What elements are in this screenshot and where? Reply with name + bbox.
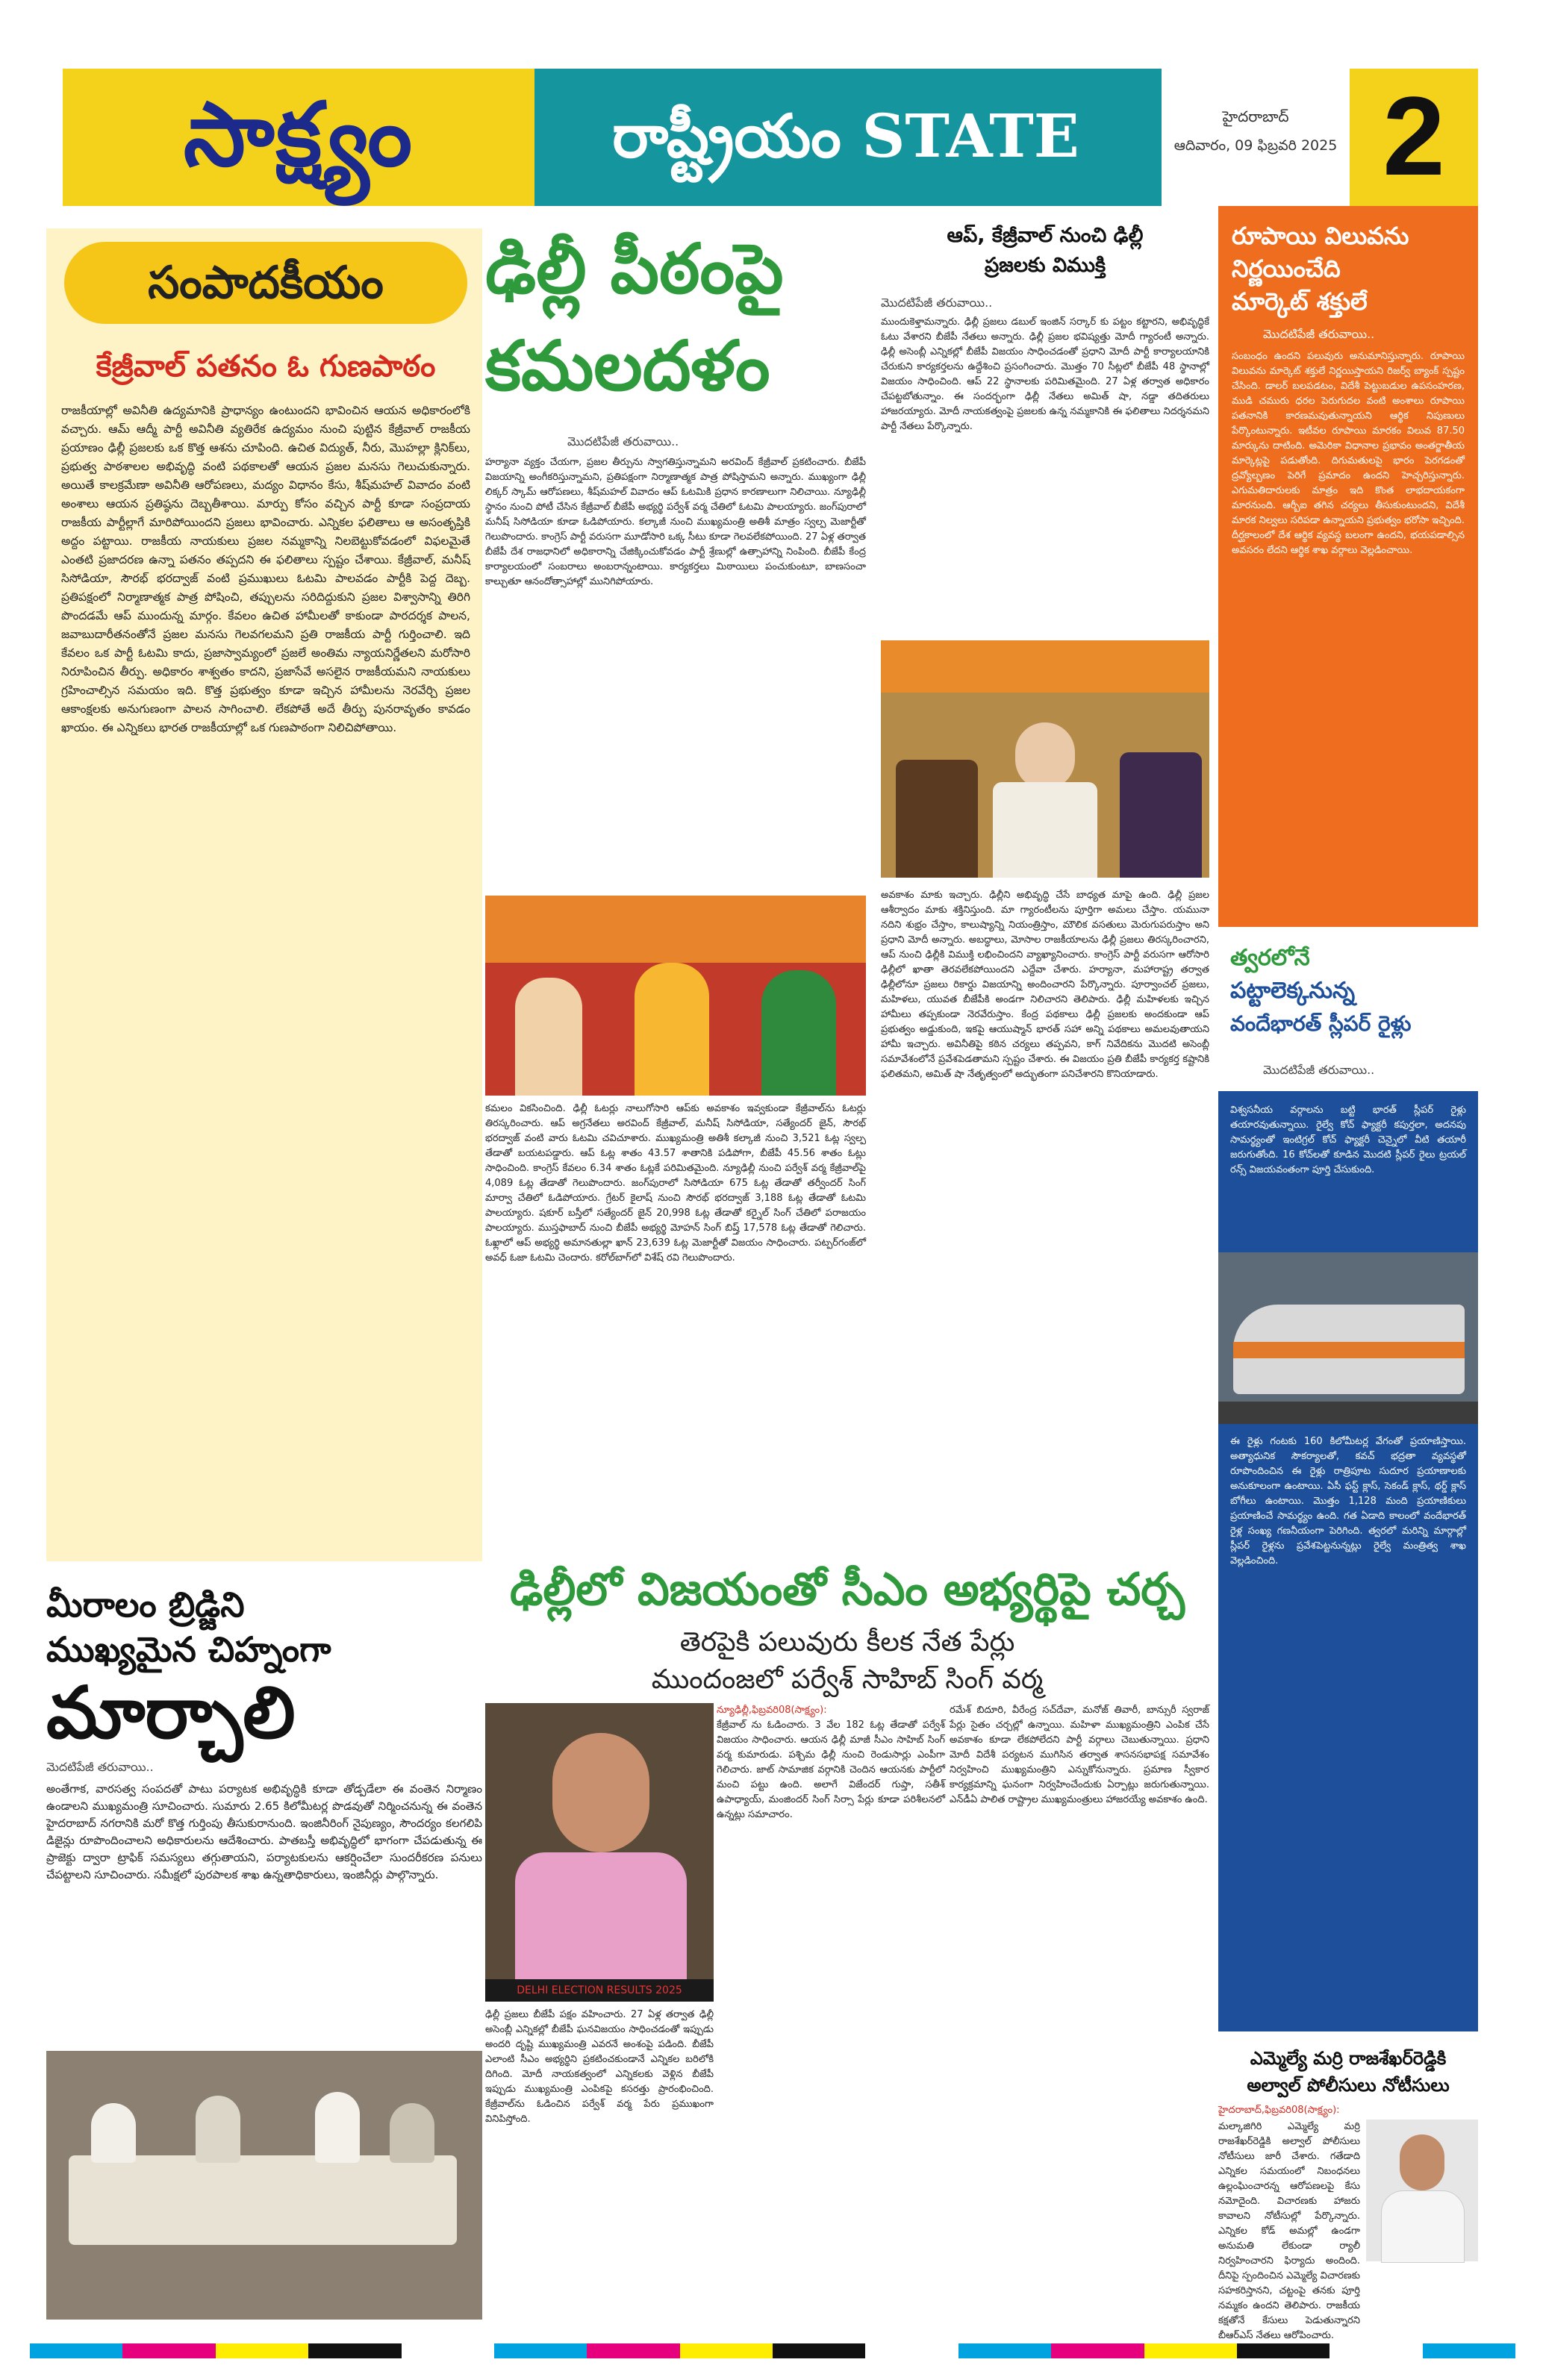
- person-figure: [1120, 752, 1202, 878]
- registration-bar: [30, 2343, 1515, 2358]
- vande-bharat-sidebar: [1218, 927, 1478, 2031]
- marigold-garland: [881, 640, 1209, 693]
- cm-subheadline-2: ముందంజలో పర్వేశ్ సాహిబ్ సింగ్ వర్మ: [651, 1664, 1044, 1695]
- modi-photo: [881, 640, 1209, 878]
- lead-headline: [485, 221, 799, 437]
- masthead-city: హైదరాబాద్: [1222, 107, 1289, 125]
- relief-title-line2: ప్రజలకు విముక్తి: [984, 254, 1106, 277]
- photo-caption: DELHI ELECTION RESULTS 2025: [485, 1979, 714, 2002]
- rupee-byline: మొదటిపేజీ తరువాయి..: [1263, 327, 1375, 341]
- mid-story-body: కమలం వికసించింది. ఢిల్లీ ఓటర్లు నాలుగోసారి ఆప్‌కు అవకాశం ఇవ్వకుండా కేజ్రీవాల్‌ను ఓటర్లు తిరస్కరించారు. ఆప్ అగ్రనేతలు అరవింద్ కేజ్రీవాల్, మనీష్ సిసోడియా, సత్యేందర్ జైన్, సౌరభ్ భరద్వాజ్ వంటి వారు ఓటమి చవిచూశారు. ముఖ్యమంత్రి అతిశీ కల్కాజీ నుంచి 3,521 ఓట్ల స్వల్ప తేడాతో బయటపడ్డారు. ఆప్ ఓట్ల శాతం 43.57 శాతానికి పడిపోగా, బీజేపీ 45.56 శాతం ఓట్లు సాధించింది. కాంగ్రెస్ కేవలం 6.34 శాతం ఓట్లకే పరిమితమైంది. న్యూఢిల్లీ నుంచి పర్వేశ్ వర్మ కేజ్రీవాల్‌పై 4,089 ఓట్ల తేడాతో గెలుపొందారు. జంగ్‌పురాలో సిసోడియా 675 ఓట్ల తేడాతో తర్వీందర్ సింగ్ మార్వా చేతిలో ఓడిపోయారు. గ్రేటర్ కైలాష్ నుంచి సౌరభ్ భరద్వాజ్ 3,188 ఓట్ల తేడాతో ఓటమి పాలయ్యారు. షకూర్ బస్తీలో సత్యేందర్ జైన్ 20,998 ఓట్ల తేడాతో కర్నైల్ సింగ్ చేతిలో పరాజయం పాలయ్యారు. ముస్తఫాబాద్ నుంచి బీజేపీ అభ్యర్థి మోహన్ సింగ్ బిష్త్ 17,578 ఓట్ల తేడాతో గెలిచారు. ఓఖ్లాలో ఆప్ అభ్యర్థి అమానతుల్లా ఖాన్ 23,639 ఓట్ల మెజార్టీతో విజయం సాధించారు. పట్పర్‌గంజ్‌లో అవధ్ ఓజా ఓటమి చెందారు. కరోల్‌బాగ్‌లో విశేష్ రవి గెలుపొందారు.: [485, 1103, 866, 1264]
- relief-byline: మొదటిపేజీ తరువాయి..: [881, 296, 993, 310]
- vande-title-line2: పట్టాలెక్కనున్న: [1230, 978, 1355, 1004]
- person-figure: [1381, 2190, 1465, 2263]
- person-figure: [390, 2103, 434, 2163]
- relief-title-line1: ఆప్, కేజ్రీవాల్ నుంచి ఢిల్లీ: [947, 224, 1144, 247]
- cm-body-col2: కేజ్రీవాల్ ను ఓడించారు. 3 వేల 182 ఓట్ల తేడాతో పర్వేశ్ విజయం సాధించారు. ఆయన ఢిల్లీ మాజీ సీఎం సాహిబ్ సింగ్ వర్మ కుమారుడు. పశ్చిమ ఢిల్లీ నుంచి రెండుసార్లు ఎంపీగా గెలిచారు. జాట్ సామాజిక వర్గానికి చెందిన ఆయనకు పార్టీలో మంచి పట్టు ఉంది. అలాగే విజేందర్ గుప్తా, సతీశ్ ఉపాధ్యాయ్, మంజిందర్ సింగ్ సిర్సా పేర్లు కూడా పరిశీలనలో ఉన్నట్లు సమాచారం.: [717, 1720, 945, 1820]
- vande-title-line3: వందేభారత్ స్లీపర్ రైళ్లు: [1230, 1011, 1412, 1036]
- bridge-byline: మెదటిపేజీ తరువాయి..: [46, 1760, 154, 1774]
- lead-body-col2: ముందుకెళ్తామన్నారు. ఢిల్లీ ప్రజలు డబుల్ ఇంజిన్ సర్కార్ కు పట్టం కట్టారని, అభివృద్ధికే ఓటు వేశారని బీజేపీ నేతలు అన్నారు. ఢిల్లీ ప్రజల భవిష్యత్తు మోదీ గ్యారంటీ అన్నారు. ఢిల్లీ అసెంబ్లీ ఎన్నికల్లో బీజేపీ విజయం సాధించడంతో ప్రధాని మోదీ పార్టీ కార్యాలయానికి చేరుకుని కార్యకర్తలను ఉద్దేశించి ప్రసంగించారు. మొత్తం 70 సీట్లలో బీజేపీ 48 స్థానాల్లో విజయం సాధించింది. ఆప్ 22 స్థానాలకు పరిమితమైంది. 27 ఏళ్ల తర్వాత అధికారం చేపట్టబోతున్నాం. ఈ సందర్భంగా ఢిల్లీ నేతలు అమిత్ షా, నడ్డా తదితరులు హాజరయ్యారు. మోదీ నాయకత్వంపై ప్రజలకు ఉన్న నమ్మకానికి ఈ ఫలితాలు నిదర్శనమని పార్టీ నేతలు పేర్కొన్నారు.: [881, 316, 1209, 432]
- person-figure: [515, 978, 582, 1096]
- mla-dateline: హైదరాబాద్,ఫిబ్రవరి08(సాక్ష్యం):: [1218, 2105, 1340, 2116]
- page-number: 2: [1383, 73, 1445, 199]
- person-figure: [196, 2096, 240, 2163]
- meeting-photo: [46, 2051, 482, 2320]
- train-track: [1218, 1402, 1478, 1424]
- vande-title: [1230, 942, 1466, 1040]
- crowd-band: [485, 896, 866, 963]
- cm-body-col3: రమేశ్ బిదూరి, వీరేంద్ర సచ్‌దేవా, మనోజ్ తివారీ, బాన్సురీ స్వరాజ్ పేర్లు సైతం చర్చల్లో ఉన్నాయి. మహిళా ముఖ్యమంత్రిని ఎంపిక చేసే అవకాశం కూడా లేకపోలేదని పార్టీ వర్గాలు చెబుతున్నాయి. ప్రధాని మోదీ విదేశీ పర్యటన ముగిసిన తర్వాత శాసనసభాపక్ష సమావేశం నిర్వహించి ముఖ్యమంత్రిని ఎన్నుకోనున్నారు. ప్రమాణ స్వీకార కార్యక్రమాన్ని ఘనంగా నిర్వహించేందుకు ఏర్పాట్లు జరుగుతున్నాయి. ఎన్‌డీఏ పాలిత రాష్ట్రాల ముఖ్యమంత్రులు హాజరయ్యే అవకాశం ఉంది.: [950, 1705, 1209, 1805]
- person-face: [1400, 2134, 1444, 2190]
- lead-headline-line1: ఢిల్లీ పీఠంపై: [485, 229, 784, 309]
- person-face: [552, 1733, 649, 1852]
- rupee-sidebar: [1218, 206, 1478, 927]
- mla-title-line2: అల్వాల్ పోలీసులు నోటీసులు: [1247, 2075, 1450, 2096]
- rupee-title: [1232, 219, 1465, 318]
- lead-byline: మొదటిపేజీ తరువాయి..: [567, 434, 679, 449]
- cm-dateline: న్యూఢిల్లీ,ఫిబ్రవరి08(సాక్ష్యం):: [717, 1705, 827, 1716]
- vande-body-1: విశ్వసనీయ వర్గాలను బట్టి భారత్ స్లీపర్ రైళ్లు తయారవుతున్నాయి. రైల్వే కోచ్ ఫ్యాక్టరీ కపుర్తలా, అదనపు సామర్థ్యంతో ఇంటిగ్రల్ కోచ్ ఫ్యాక్టరీ చెన్నైలో వీటి తయారీ జరుగుతోంది. 16 కోచ్‌లతో కూడిన మొదటి స్లీపర్ రైలు ట్రయల్ రన్స్ విజయవంతంగా పూర్తి చేసుకుంది.: [1230, 1105, 1466, 1175]
- vande-byline: మొదటిపేజీ తరువాయి..: [1263, 1063, 1375, 1077]
- rupee-title-line3: మార్కెట్ శక్తులే: [1232, 287, 1368, 316]
- person-figure: [896, 760, 978, 878]
- section-banner: [534, 69, 1157, 206]
- vande-title-line1: త్వరలోనే: [1230, 945, 1310, 971]
- masthead-logo: [63, 69, 534, 206]
- meeting-table: [69, 2155, 457, 2245]
- masthead-date: ఆదివారం, 09 ఫిబ్రవరి 2025: [1173, 137, 1338, 154]
- editorial-badge: [64, 242, 467, 324]
- bridge-title-line1: మీరాలం బ్రిడ్జిని: [46, 1584, 245, 1625]
- mla-headline: [1218, 2045, 1478, 2099]
- cm-body-col1: ఢిల్లీ ప్రజలు బీజేపీ పక్షం వహించారు. 27 ఏళ్ల తర్వాత ఢిల్లీ అసెంబ్లీ ఎన్నికల్లో బీజేపీ ఘనవిజయం సాధించడంతో ఇప్పుడు అందరి దృష్టి ముఖ్యమంత్రి ఎవరనే అంశంపై పడింది. బీజేపీ ఎలాంటి సీఎం అభ్యర్థిని ప్రకటించకుండానే ఎన్నికల బరిలోకి దిగింది. మోదీ నాయకత్వంలో ఎన్నికలకు వెళ్లిన బీజేపీ ఇప్పుడు ముఖ్యమంత్రి ఎంపికపై కసరత్తు ప్రారంభించింది. కేజ్రీవాల్‌ను ఓడించిన పర్వేశ్ వర్మ పేరు ప్రముఖంగా వినిపిస్తోంది.: [485, 2009, 714, 2125]
- bridge-big-title: [46, 1672, 482, 1754]
- mla-portrait: [1366, 2120, 1478, 2261]
- rupee-title-line2: నిర్ణయించేది: [1232, 254, 1341, 283]
- editorial-badge-label: సంపాదకీయం: [148, 257, 384, 309]
- cm-photo: [485, 1703, 714, 2002]
- lead-headline-line2: కమలదళం: [485, 326, 770, 406]
- cm-subheadline-1: తెరపైకి పలువురు కీలక నేత పేర్లు: [679, 1627, 1015, 1658]
- relief-body: అవకాశం మాకు ఇచ్చారు. ఢిల్లీని అభివృద్ధి చేసే బాధ్యత మాపై ఉంది. ఢిల్లీ ప్రజల ఆశీర్వాదం మాకు శక్తినిస్తుంది. మా గ్యారంటీలను పూర్తిగా అమలు చేస్తాం. యమునా నదిని శుభ్రం చేస్తాం, కాలుష్యాన్ని నియంత్రిస్తాం, మౌలిక వసతులు మెరుగుపరుస్తాం అని ప్రధాని మోదీ అన్నారు. అబద్ధాలు, మోసాల రాజకీయాలను ఢిల్లీ ప్రజలు తిరస్కరించారని, ఆప్ నుంచి ఢిల్లీకి విముక్తి లభించిందని వ్యాఖ్యానించారు. కాంగ్రెస్ పార్టీ వరుసగా ఆరోసారి ఢిల్లీలో ఖాతా తెరవలేకపోయిందని ఎద్దేవా చేశారు. హర్యానా, మహారాష్ట్ర తర్వాత ఢిల్లీలోనూ ప్రజలు రికార్డు విజయాన్ని అందించారని పేర్కొన్నారు. పూర్వాంచల్ ప్రజలు, మహిళలు, యువత బీజేపీకి అండగా నిలిచారని తెలిపారు. ఢిల్లీ మహిళలకు ఇచ్చిన హామీలు తప్పకుండా నెరవేరుస్తాం. కేంద్ర పథకాలు ఢిల్లీ ప్రజలకు అందకుండా ఆప్ ప్రభుత్వం అడ్డుకుంది, ఇకపై ఆయుష్మాన్ భారత్ సహా అన్ని పథకాలు అమలవుతాయని హామీ ఇచ్చారు. అవినీతిపై కఠిన చర్యలు తప్పవని, కాగ్ నివేదికను మొదటి అసెంబ్లీ సమావేశంలోనే ప్రవేశపెడతామని స్పష్టం చేశారు. ఈ విజయం ప్రతి బీజేపీ కార్యకర్త కష్టానికి ఫలితమని, అమిత్ షా నేతృత్వంలో అద్భుతంగా పనిచేశారని కొనియాడారు.: [881, 890, 1209, 1080]
- person-figure: [993, 782, 1097, 878]
- bridge-body: అంతేగాక, వారసత్వ సంపదతో పాటు పర్యాటక అభివృద్ధికి కూడా తోడ్పడేలా ఈ వంతెన నిర్మాణం ఉండాలని ముఖ్యమంత్రి సూచించారు. సుమారు 2.65 కిలోమీటర్ల పొడవుతో నిర్మించనున్న ఈ వంతెన హైదరాబాద్ నగరానికి మరో కొత్త గుర్తింపు తీసుకురానుంది. ఇంజినీరింగ్ నైపుణ్యం, సౌందర్యం కలగలిపి డిజైన్లు రూపొందించాలని అధికారులను ఆదేశించారు. పాతబస్తీ అభివృద్ధిలో భాగంగా చేపడుతున్న ఈ ప్రాజెక్టు ద్వారా ట్రాఫిక్ సమస్యలు తగ్గుతాయని, పర్యాటకులను ఆకర్షించేలా సుందరీకరణ పనులు చేపట్టాలని సూచించారు. సమీక్షలో పురపాలక శాఖ ఉన్నతాధికారులు, ఇంజినీర్లు పాల్గొన్నారు.: [46, 1782, 482, 1881]
- dateline-box: [1162, 69, 1350, 206]
- train-photo: [1218, 1252, 1478, 1424]
- cm-headline: ఢిల్లీలో విజయంతో సీఎం అభ్యర్థిపై చర్చ: [510, 1564, 1185, 1616]
- person-figure: [635, 963, 709, 1096]
- relief-headline: [881, 221, 1209, 281]
- bridge-title-line2: ముఖ్యమైన చిహ్నంగా: [46, 1629, 331, 1670]
- person-figure: [1015, 722, 1075, 790]
- person-figure: [761, 970, 836, 1096]
- mla-body: మల్కాజిగిరి ఎమ్మెల్యే మర్రి రాజశేఖర్‌రెడ్డికి అల్వాల్ పోలీసులు నోటీసులు జారీ చేశారు. గతేడాది ఎన్నికల సమయంలో నిబంధనలు ఉల్లంఘించారన్న ఆరోపణలపై కేసు నమోదైంది. విచారణకు హాజరు కావాలని నోటీసుల్లో పేర్కొన్నారు. ఎన్నికల కోడ్ అమల్లో ఉండగా అనుమతి లేకుండా ర్యాలీ నిర్వహించారని ఫిర్యాదు అందింది. దీనిపై స్పందించిన ఎమ్మెల్యే విచారణకు సహకరిస్తానని, చట్టంపై తనకు పూర్తి నమ్మకం ఉందని తెలిపారు. రాజకీయ కక్షతోనే కేసులు పెడుతున్నారని బీఆర్ఎస్ నేతలు ఆరోపించారు.: [1218, 2121, 1360, 2341]
- mla-title-line1: ఎమ్మెల్యే మర్రి రాజశేఖర్‌రెడ్డికి: [1250, 2048, 1447, 2069]
- person-figure: [315, 2092, 360, 2163]
- train-stripe: [1233, 1342, 1465, 1358]
- page-number-box: [1350, 69, 1478, 206]
- rupee-title-line1: రూపాయి విలువను: [1232, 222, 1409, 250]
- bridge-title-line3: మార్చాలి: [46, 1671, 296, 1755]
- section-title: రాష్ట్రీయం STATE: [612, 101, 1079, 171]
- newspaper-logo: సాక్ష్యం: [183, 82, 414, 186]
- rupee-body: సంబంధం ఉందని పలువురు అనుమానిస్తున్నారు. రూపాయి విలువను మార్కెట్ శక్తులే నిర్ణయిస్తాయని రిజర్వ్ బ్యాంక్ స్పష్టం చేసింది. డాలర్ బలపడటం, విదేశీ పెట్టుబడుల ఉపసంహరణ, ముడి చమురు ధరల పెరుగుదల వంటి అంశాలు రూపాయి పతనానికి కారణమవుతున్నాయని ఆర్థిక నిపుణులు పేర్కొంటున్నారు. ఇటీవల రూపాయి మారకం విలువ 87.50 మార్కును దాటింది. అమెరికా విధానాల ప్రభావం అంతర్జాతీయ మార్కెట్లపై పడుతోంది. దిగుమతులపై భారం పెరగడంతో ద్రవ్యోల్బణం పెరిగే ప్రమాదం ఉందని హెచ్చరిస్తున్నారు. ఎగుమతిదారులకు మాత్రం ఇది కొంత లాభదాయకంగా మారనుంది. ఆర్బీఐ తగిన చర్యలు తీసుకుంటుందని, విదేశీ మారక నిల్వలు సరిపడా ఉన్నాయని ప్రభుత్వం భరోసా ఇచ్చింది. దీర్ఘకాలంలో దేశ ఆర్థిక వ్యవస్థ బలంగా ఉందని, భయపడాల్సిన అవసరం లేదని ఆర్థిక శాఖ వర్గాలు వెల్లడించాయి.: [1232, 351, 1465, 556]
- vande-body-2: ఈ రైళ్లు గంటకు 160 కిలోమీటర్ల వేగంతో ప్రయాణిస్తాయి. అత్యాధునిక సౌకర్యాలతో, కవచ్ భద్రతా వ్యవస్థతో రూపొందించిన ఈ రైళ్లు రాత్రిపూట సుదూర ప్రయాణాలకు అనుకూలంగా ఉంటాయి. ఏసీ ఫస్ట్ క్లాస్, సెకండ్ క్లాస్, థర్డ్ క్లాస్ బోగీలు ఉంటాయి. మొత్తం 1,128 మంది ప్రయాణికులు ప్రయాణించే సామర్థ్యం ఉంది. గత ఏడాది కాలంలో వందేభారత్ రైళ్ల సంఖ్య గణనీయంగా పెరిగింది. త్వరలో మరిన్ని మార్గాల్లో స్లీపర్ రైళ్లను ప్రవేశపెట్టనున్నట్లు రైల్వే మంత్రిత్వ శాఖ వెల్లడించింది.: [1230, 1436, 1466, 1567]
- editorial-title: కేజ్రీవాల్ పతనం ఓ గుణపాఠం: [96, 349, 436, 384]
- lead-body-col1: హర్యానా వ్యక్తం చేయగా, ప్రజల తీర్పును స్వాగతిస్తున్నామని అరవింద్ కేజ్రీవాల్ ప్రకటించారు. బీజేపీ విజయాన్ని అంగీకరిస్తున్నామని, ప్రతిపక్షంగా నిర్మాణాత్మక పాత్ర పోషిస్తామని అన్నారు. ముఖ్యంగా ఢిల్లీ లిక్కర్ స్కామ్ ఆరోపణలు, శీష్‌మహల్ వివాదం ఆప్ ఓటమికి ప్రధాన కారణాలుగా నిలిచాయి. న్యూఢిల్లీ స్థానం నుంచి పోటీ చేసిన కేజ్రీవాల్ బీజేపీ అభ్యర్థి పర్వేశ్ వర్మ చేతిలో ఓటమి పాలయ్యారు. జంగ్‌పురాలో మనీష్ సిసోడియా కూడా ఓడిపోయారు. కల్కాజీ నుంచి ముఖ్యమంత్రి అతిశీ మాత్రం స్వల్ప మెజార్టీతో గెలుపొందారు. కాంగ్రెస్ పార్టీ వరుసగా మూడోసారి ఒక్క సీటు కూడా గెలవలేకపోయింది. 27 ఏళ్ల తర్వాత బీజేపీ దేశ రాజధానిలో అధికారాన్ని చేజిక్కించుకోవడం పార్టీ శ్రేణుల్లో ఉత్సాహాన్ని నింపింది. బీజేపీ కేంద్ర కార్యాలయంలో సంబరాలు అంబరాన్నంటాయి. కార్యకర్తలు మిఠాయిలు పంచుకుంటూ, బాణసంచా కాల్చుతూ ఆనందోత్సాహాల్లో మునిగిపోయారు.: [485, 457, 866, 587]
- person-figure: [91, 2103, 136, 2163]
- celebration-photo: [485, 896, 866, 1096]
- editorial-body: రాజకీయాల్లో అవినీతి ఉద్యమానికి ప్రాధాన్యం ఉంటుందని భావించిన ఆయన అధికారంలోకి వచ్చారు. ఆమ్ ఆద్మీ పార్టీ అవినీతి వ్యతిరేక ఉద్యమం నుంచి పుట్టిన కేజ్రీవాల్ రాజకీయ ప్రయాణం ఢిల్లీ ప్రజలకు ఒక కొత్త ఆశను చూపింది. ఉచిత విద్యుత్, నీరు, మొహల్లా క్లినిక్‌లు, ప్రభుత్వ పాఠశాలల అభివృద్ధి వంటి పథకాలతో ఆయన ప్రజల మనసు గెలుచుకున్నారు. అయితే కాలక్రమేణా అవినీతి ఆరోపణలు, మద్యం విధానం కేసు, శీష్‌మహల్ వివాదం వంటి అంశాలు ఆయన ప్రతిష్ఠను దెబ్బతీశాయి. మార్పు కోసం వచ్చిన పార్టీ కూడా సంప్రదాయ రాజకీయ పార్టీల్లాగే మారిపోయిందని ప్రజలు భావించారు. ఎన్నికల ఫలితాలు ఆ అసంతృప్తికి అద్దం పట్టాయి. రాజకీయ నాయకులు ప్రజల నమ్మకాన్ని నిలబెట్టుకోవడంలో విఫలమైతే ఎంతటి ప్రజాదరణ ఉన్నా పతనం తప్పదని ఈ ఫలితాలు స్పష్టం చేశాయి. కేజ్రీవాల్, మనీష్ సిసోడియా, సౌరభ్ భరద్వాజ్ వంటి ప్రముఖులు ఓటమి పాలవడం పార్టీకి పెద్ద దెబ్బ. ప్రతిపక్షంలో నిర్మాణాత్మక పాత్ర పోషించి, తప్పులను సరిదిద్దుకుని ప్రజల విశ్వాసాన్ని తిరిగి పొందడమే ఆప్ ముందున్న మార్గం. కేవలం ఉచిత హామీలతో కాకుండా పారదర్శక పాలన, జవాబుదారీతనంతోనే ప్రజల మనసు గెలవగలమని ప్రతి రాజకీయ పార్టీ గుర్తించాలి. ఇది కేవలం ఒక పార్టీ ఓటమి కాదు, ప్రజాస్వామ్యంలో ప్రజలే అంతిమ న్యాయనిర్ణేతలని మరోసారి నిరూపించిన తీర్పు. అధికారం శాశ్వతం కాదని, ప్రజాసేవే అసలైన రాజకీయమని నాయకులు గ్రహించాల్సిన సమయం ఇది. కొత్త ప్రభుత్వం కూడా ఇచ్చిన హామీలను నెరవేర్చి ప్రజల ఆకాంక్షలకు అనుగుణంగా పాలన సాగించాలి. లేకపోతే అదే తీర్పు పునరావృతం కావడం ఖాయం. ఈ ఎన్నికలు భారత రాజకీయాల్లో ఒక గుణపాఠంగా నిలిచిపోతాయి.: [61, 404, 470, 734]
- editorial-column: [46, 228, 482, 1561]
